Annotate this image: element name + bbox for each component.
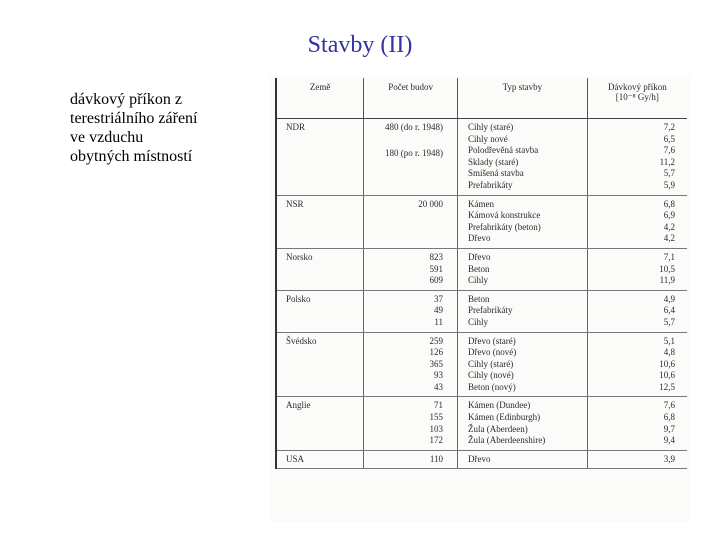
building-count: 71 <box>434 400 444 411</box>
country-name: Anglie <box>286 400 311 411</box>
dose-value: 6,8 <box>663 198 675 209</box>
country-name: Polsko <box>286 293 311 304</box>
type-cell <box>458 248 588 290</box>
side-line-1: dávkový příkon z <box>70 91 182 108</box>
slide-title: Stavby (II) <box>307 32 413 58</box>
dose-cell <box>587 119 687 196</box>
dose-value: 9,4 <box>663 435 675 446</box>
dose-value: 6,5 <box>663 133 675 144</box>
buildings-cell <box>364 290 458 332</box>
type-cell <box>458 397 588 450</box>
header-buildings: Počet budov <box>364 78 458 119</box>
type-cell <box>458 290 588 332</box>
dose-value: 7,6 <box>663 145 675 156</box>
type-cell <box>458 450 588 469</box>
building-count: 180 (po r. 1948) <box>385 147 444 158</box>
building-count: 609 <box>429 275 444 286</box>
building-type: Beton <box>468 263 490 274</box>
building-type: Beton (nový) <box>468 381 516 392</box>
dose-cell <box>587 248 687 290</box>
building-type: Prefabrikáty <box>468 305 513 316</box>
country-cell <box>276 290 364 332</box>
type-cell <box>458 195 588 248</box>
dose-value: 4,9 <box>663 293 675 304</box>
country-cell <box>276 397 364 450</box>
country-cell <box>276 332 364 397</box>
building-type: Dřevo <box>468 233 491 244</box>
building-type: Kámová konstrukce <box>468 210 541 221</box>
table-row <box>276 450 687 469</box>
building-count: 93 <box>434 370 444 381</box>
building-type: Cihly <box>468 316 489 327</box>
buildings-cell <box>364 450 458 469</box>
building-count: 591 <box>429 263 444 274</box>
building-count: 110 <box>429 453 444 464</box>
country-cell <box>276 450 364 469</box>
building-count: 20 000 <box>418 198 444 209</box>
building-count: 155 <box>429 412 444 423</box>
type-cell <box>458 119 588 196</box>
building-type: Kámen (Dundee) <box>468 400 531 411</box>
building-count: 37 <box>434 293 444 304</box>
dose-value: 6,4 <box>663 305 675 316</box>
dose-cell <box>587 290 687 332</box>
dose-cell <box>587 332 687 397</box>
building-count: 103 <box>429 423 444 434</box>
building-type: Dřevo (nové) <box>468 347 517 358</box>
table-row <box>276 248 687 290</box>
building-count: 172 <box>429 435 444 446</box>
building-type: Cihly <box>468 275 489 286</box>
building-count: 43 <box>434 381 444 392</box>
dose-value: 12,5 <box>659 381 675 392</box>
building-type: Sklady (staré) <box>468 156 519 167</box>
building-type: Dřevo <box>468 251 491 262</box>
table-row <box>276 290 687 332</box>
dose-value: 4,2 <box>663 233 675 244</box>
dose-value: 7,2 <box>663 122 675 132</box>
dose-cell <box>587 450 687 469</box>
dose-value: 5,9 <box>663 179 675 190</box>
building-type: Žula (Aberdeenshire) <box>468 435 546 446</box>
dose-value: 3,9 <box>663 453 675 464</box>
dose-value: 7,1 <box>663 251 675 262</box>
country-name: Norsko <box>286 251 313 262</box>
side-line-3: ve vzduchu <box>70 129 144 146</box>
dose-value: 10,6 <box>659 358 675 369</box>
type-cell <box>458 332 588 397</box>
header-dose-label: Dávkový příkon <box>607 82 667 92</box>
side-line-2: terestriálního záření <box>70 110 198 127</box>
building-count: 259 <box>429 335 444 346</box>
building-count: 126 <box>429 347 444 358</box>
table-row <box>276 397 687 450</box>
dose-cell <box>587 397 687 450</box>
building-count: 365 <box>429 358 444 369</box>
building-type: Žula (Aberdeen) <box>468 423 528 434</box>
dose-value: 4,8 <box>663 347 675 358</box>
side-description <box>70 90 270 166</box>
country-cell <box>276 195 364 248</box>
country-name: USA <box>286 453 305 464</box>
dose-value: 10,5 <box>659 263 675 274</box>
building-count: 480 (do r. 1948) <box>385 122 444 132</box>
dose-value: 6,9 <box>663 210 675 221</box>
building-type: Cihly nové <box>468 133 508 144</box>
dose-value: 5,7 <box>663 168 675 179</box>
table-row <box>276 119 687 196</box>
building-count: 11 <box>434 316 444 327</box>
buildings-cell <box>364 332 458 397</box>
building-type: Beton <box>468 293 490 304</box>
header-dose-unit: [10⁻⁸ Gy/h] <box>615 92 659 102</box>
country-name: NDR <box>286 122 306 132</box>
header-type: Typ stavby <box>458 78 588 119</box>
table-row <box>276 195 687 248</box>
building-type: Smíšená stavba <box>468 168 524 179</box>
dose-value: 5,1 <box>663 335 675 346</box>
buildings-cell <box>364 119 458 196</box>
side-line-4: obytných místností <box>70 148 193 165</box>
dose-value: 6,8 <box>663 412 675 423</box>
dose-value: 11,2 <box>659 156 675 167</box>
building-type: Dřevo (staré) <box>468 335 516 346</box>
table-header-row <box>276 78 687 119</box>
building-type: Polodřevěná stavba <box>468 145 539 156</box>
dose-value: 10,6 <box>659 370 675 381</box>
header-dose <box>587 78 687 119</box>
dose-value: 9,7 <box>663 423 675 434</box>
country-name: NSR <box>286 198 304 209</box>
dose-value: 5,7 <box>663 316 675 327</box>
building-count: 49 <box>434 305 444 316</box>
building-type: Kámen (Edinburgh) <box>468 412 541 423</box>
building-type: Kámen <box>468 198 495 209</box>
country-cell <box>276 248 364 290</box>
building-type: Cihly (staré) <box>468 358 514 369</box>
building-type: Dřevo <box>468 453 491 464</box>
row-gap <box>368 134 443 148</box>
table-row <box>276 332 687 397</box>
buildings-cell <box>364 397 458 450</box>
dose-value: 4,2 <box>663 221 675 232</box>
building-type: Prefabrikáty (beton) <box>468 221 541 232</box>
building-type: Cihly (nové) <box>468 370 514 381</box>
header-country: Země <box>276 78 364 119</box>
building-count: 823 <box>429 251 444 262</box>
building-type: Cihly (staré) <box>468 122 514 132</box>
dose-value: 11,9 <box>659 275 675 286</box>
country-cell <box>276 119 364 196</box>
dose-value: 7,6 <box>663 400 675 411</box>
building-type: Prefabrikáty <box>468 179 513 190</box>
country-name: Švédsko <box>286 335 317 346</box>
dose-cell <box>587 195 687 248</box>
buildings-cell <box>364 195 458 248</box>
buildings-cell <box>364 248 458 290</box>
dose-rate-table <box>275 78 687 469</box>
